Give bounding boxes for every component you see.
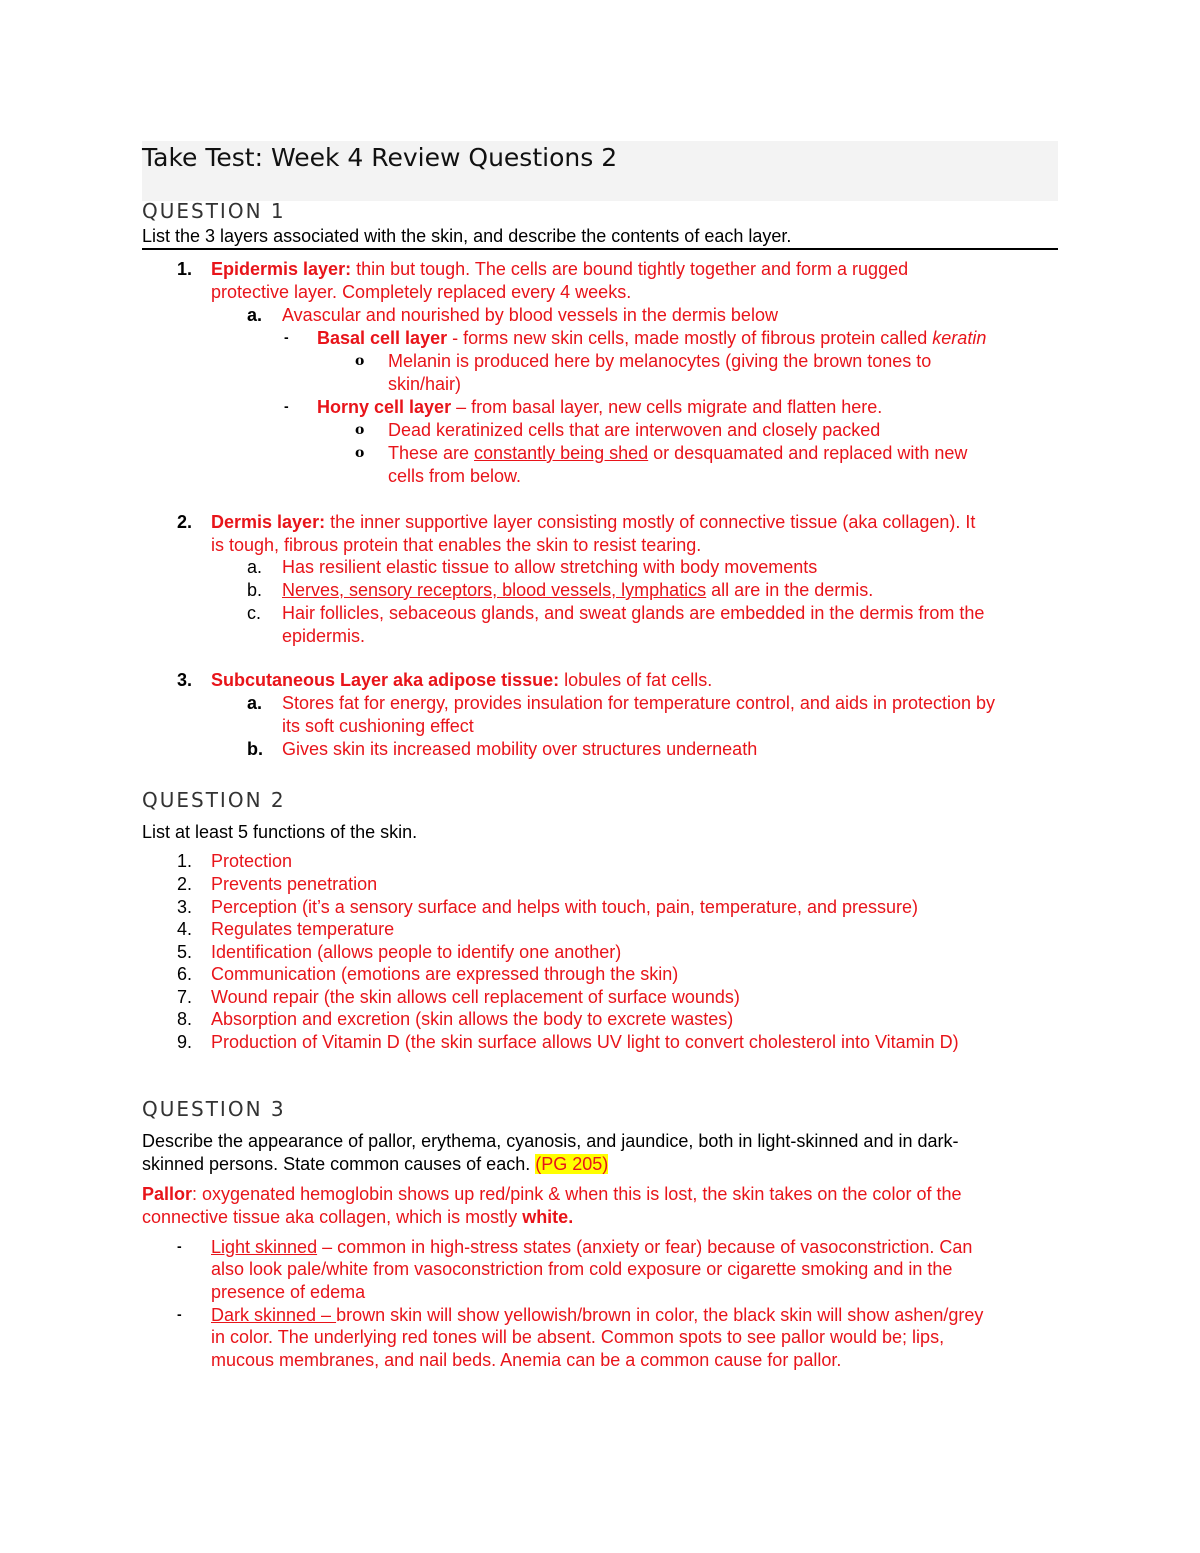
keratin-term: keratin [932, 328, 987, 348]
q1-item-3-a-marker: a. [247, 693, 263, 713]
shed-line-2: cells from below. [388, 466, 522, 486]
q1-item-1-number: 1. [176, 259, 192, 279]
q2-item-number: 8. [176, 1009, 192, 1029]
horny-text: – from basal layer, new cells migrate and flatten here. [451, 397, 883, 417]
divider [142, 248, 1058, 250]
q1-item-2-a-text: Has resilient elastic tissue to allow stretching with body movements [282, 557, 818, 577]
dark-skinned-line-1 [211, 1304, 983, 1327]
dark-skinned-line-2: in color. The underlying red tones will be absent. Common spots to see pallor would be; lips, [211, 1327, 945, 1347]
q1-item-3-number: 3. [176, 670, 192, 690]
pallor-text-2: connective tissue aka collagen, which is mostly [142, 1207, 523, 1227]
q1-item-1-line-1 [211, 258, 908, 281]
question-3-prompt-line-1: Describe the appearance of pallor, erythema, cyanosis, and jaundice, both in light-skinned and in dark- [142, 1131, 959, 1151]
q1-item-2-b-marker: b. [247, 580, 263, 600]
shed-pre: These are [388, 443, 475, 463]
dark-skinned-line-3: mucous membranes, and nail beds. Anemia can be a common cause for pallor. [211, 1350, 842, 1370]
light-skinned-line-1 [211, 1236, 972, 1259]
q2-item: Prevents penetration [211, 874, 378, 894]
nerves-underlined: Nerves, sensory receptors, blood vessels, lymphatics [282, 580, 707, 600]
light-skinned-label: Light skinned [211, 1237, 318, 1257]
question-1-prompt: List the 3 layers associated with the skin, and describe the contents of each layer. [142, 226, 792, 246]
q1-item-2-b-text [282, 579, 873, 602]
q1-item-2-c-marker: c. [247, 603, 262, 623]
white-term: white. [522, 1207, 574, 1227]
o-bullet: o [355, 353, 365, 369]
q2-item-number: 3. [176, 897, 192, 917]
light-skinned-line-3: presence of edema [211, 1282, 366, 1302]
dark-skinned-label: Dark skinned – [211, 1305, 337, 1325]
q1-item-2-line-2: is tough, fibrous protein that enables the skin to resist tearing. [211, 535, 702, 555]
epidermis-text: thin but tough. The cells are bound tightly together and form a rugged [351, 259, 909, 279]
basal-line [317, 327, 986, 350]
q2-item-number: 6. [176, 964, 192, 984]
dermis-label: Dermis layer: [211, 512, 326, 532]
q2-item: Regulates temperature [211, 919, 395, 939]
q1-item-3-line-1 [211, 669, 712, 692]
q2-item-number: 7. [176, 987, 192, 1007]
question-3-prompt-line-2 [142, 1153, 608, 1176]
q2-item-number: 4. [176, 919, 192, 939]
q1-item-1-line-2: protective layer. Completely replaced every 4 weeks. [211, 282, 632, 302]
page-title: Take Test: Week 4 Review Questions 2 [142, 143, 618, 172]
q2-item: Production of Vitamin D (the skin surface allows UV light to convert cholesterol into Vitamin D) [211, 1032, 959, 1052]
q2-item: Identification (allows people to identify one another) [211, 942, 622, 962]
q1-item-2-c-line-2: epidermis. [282, 626, 366, 646]
q2-item: Perception (it’s a sensory surface and helps with touch, pain, temperature, and pressure) [211, 897, 919, 917]
horny-line [317, 396, 882, 419]
dash-bullet: - [177, 1306, 182, 1322]
horny-label: Horny cell layer [317, 397, 452, 417]
dermis-text: the inner supportive layer consisting mostly of connective tissue (aka collagen). It [325, 512, 976, 532]
q1-item-3-a-line-1: Stores fat for energy, provides insulation for temperature control, and aids in protection by [282, 693, 996, 713]
question-2-prompt: List at least 5 functions of the skin. [142, 822, 418, 842]
o-bullet: o [355, 445, 365, 461]
q1-item-2-number: 2. [176, 512, 192, 532]
q2-item-number: 2. [176, 874, 192, 894]
dark-skinned-text: brown skin will show yellowish/brown in color, the black skin will show ashen/grey [336, 1305, 984, 1325]
q1-item-3-b-marker: b. [247, 739, 263, 759]
prompt-text: skinned persons. State common causes of each. [142, 1154, 536, 1174]
q1-item-1-a-marker: a. [247, 305, 263, 325]
light-skinned-text: – common in high-stress states (anxiety or fear) because of vasoconstriction. Can [317, 1237, 973, 1257]
o-bullet: o [355, 422, 365, 438]
dash-bullet: - [177, 1238, 182, 1254]
question-3-heading: QUESTION 3 [142, 1097, 286, 1121]
q2-item-number: 5. [176, 942, 192, 962]
q2-item: Wound repair (the skin allows cell replacement of surface wounds) [211, 987, 740, 1007]
q2-item: Absorption and excretion (skin allows the body to excrete wastes) [211, 1009, 734, 1029]
subcutaneous-label: Subcutaneous Layer aka adipose tissue: [211, 670, 560, 690]
pallor-label: Pallor [142, 1184, 193, 1204]
dead-cells-line: Dead keratinized cells that are interwoven and closely packed [388, 420, 881, 440]
q2-item-number: 1. [176, 851, 192, 871]
q1-item-3-a-line-2: its soft cushioning effect [282, 716, 474, 736]
light-skinned-line-2: also look pale/white from vasoconstriction from cold exposure or cigarette smoking and in the [211, 1259, 953, 1279]
question-1-heading: QUESTION 1 [142, 199, 286, 223]
shed-line-1 [388, 442, 967, 465]
q2-item: Protection [211, 851, 293, 871]
pallor-line-1 [142, 1183, 961, 1206]
melanin-line-1: Melanin is produced here by melanocytes (giving the brown tones to [388, 351, 932, 371]
question-2-heading: QUESTION 2 [142, 788, 286, 812]
epidermis-label: Epidermis layer: [211, 259, 352, 279]
dash-bullet: - [284, 329, 289, 345]
nerves-post: all are in the dermis. [706, 580, 874, 600]
q2-item: Communication (emotions are expressed through the skin) [211, 964, 679, 984]
basal-text: - forms new skin cells, made mostly of fibrous protein called [447, 328, 933, 348]
q1-item-2-line-1 [211, 511, 975, 534]
basal-label: Basal cell layer [317, 328, 448, 348]
melanin-line-2: skin/hair) [388, 374, 462, 394]
subcutaneous-text: lobules of fat cells. [559, 670, 713, 690]
dash-bullet: - [284, 398, 289, 414]
pallor-text: : oxygenated hemoglobin shows up red/pink & when this is lost, the skin takes on the color of the [192, 1184, 962, 1204]
shed-underlined: constantly being shed [474, 443, 649, 463]
page-reference: (PG 205) [535, 1154, 609, 1174]
q1-item-2-c-line-1: Hair follicles, sebaceous glands, and sweat glands are embedded in the dermis from the [282, 603, 985, 623]
q1-item-3-b-text: Gives skin its increased mobility over structures underneath [282, 739, 758, 759]
q1-item-1-a-text: Avascular and nourished by blood vessels in the dermis below [282, 305, 778, 325]
pallor-line-2 [142, 1206, 573, 1229]
q1-item-2-a-marker: a. [247, 557, 263, 577]
q2-item-number: 9. [176, 1032, 192, 1052]
shed-post: or desquamated and replaced with new [648, 443, 968, 463]
